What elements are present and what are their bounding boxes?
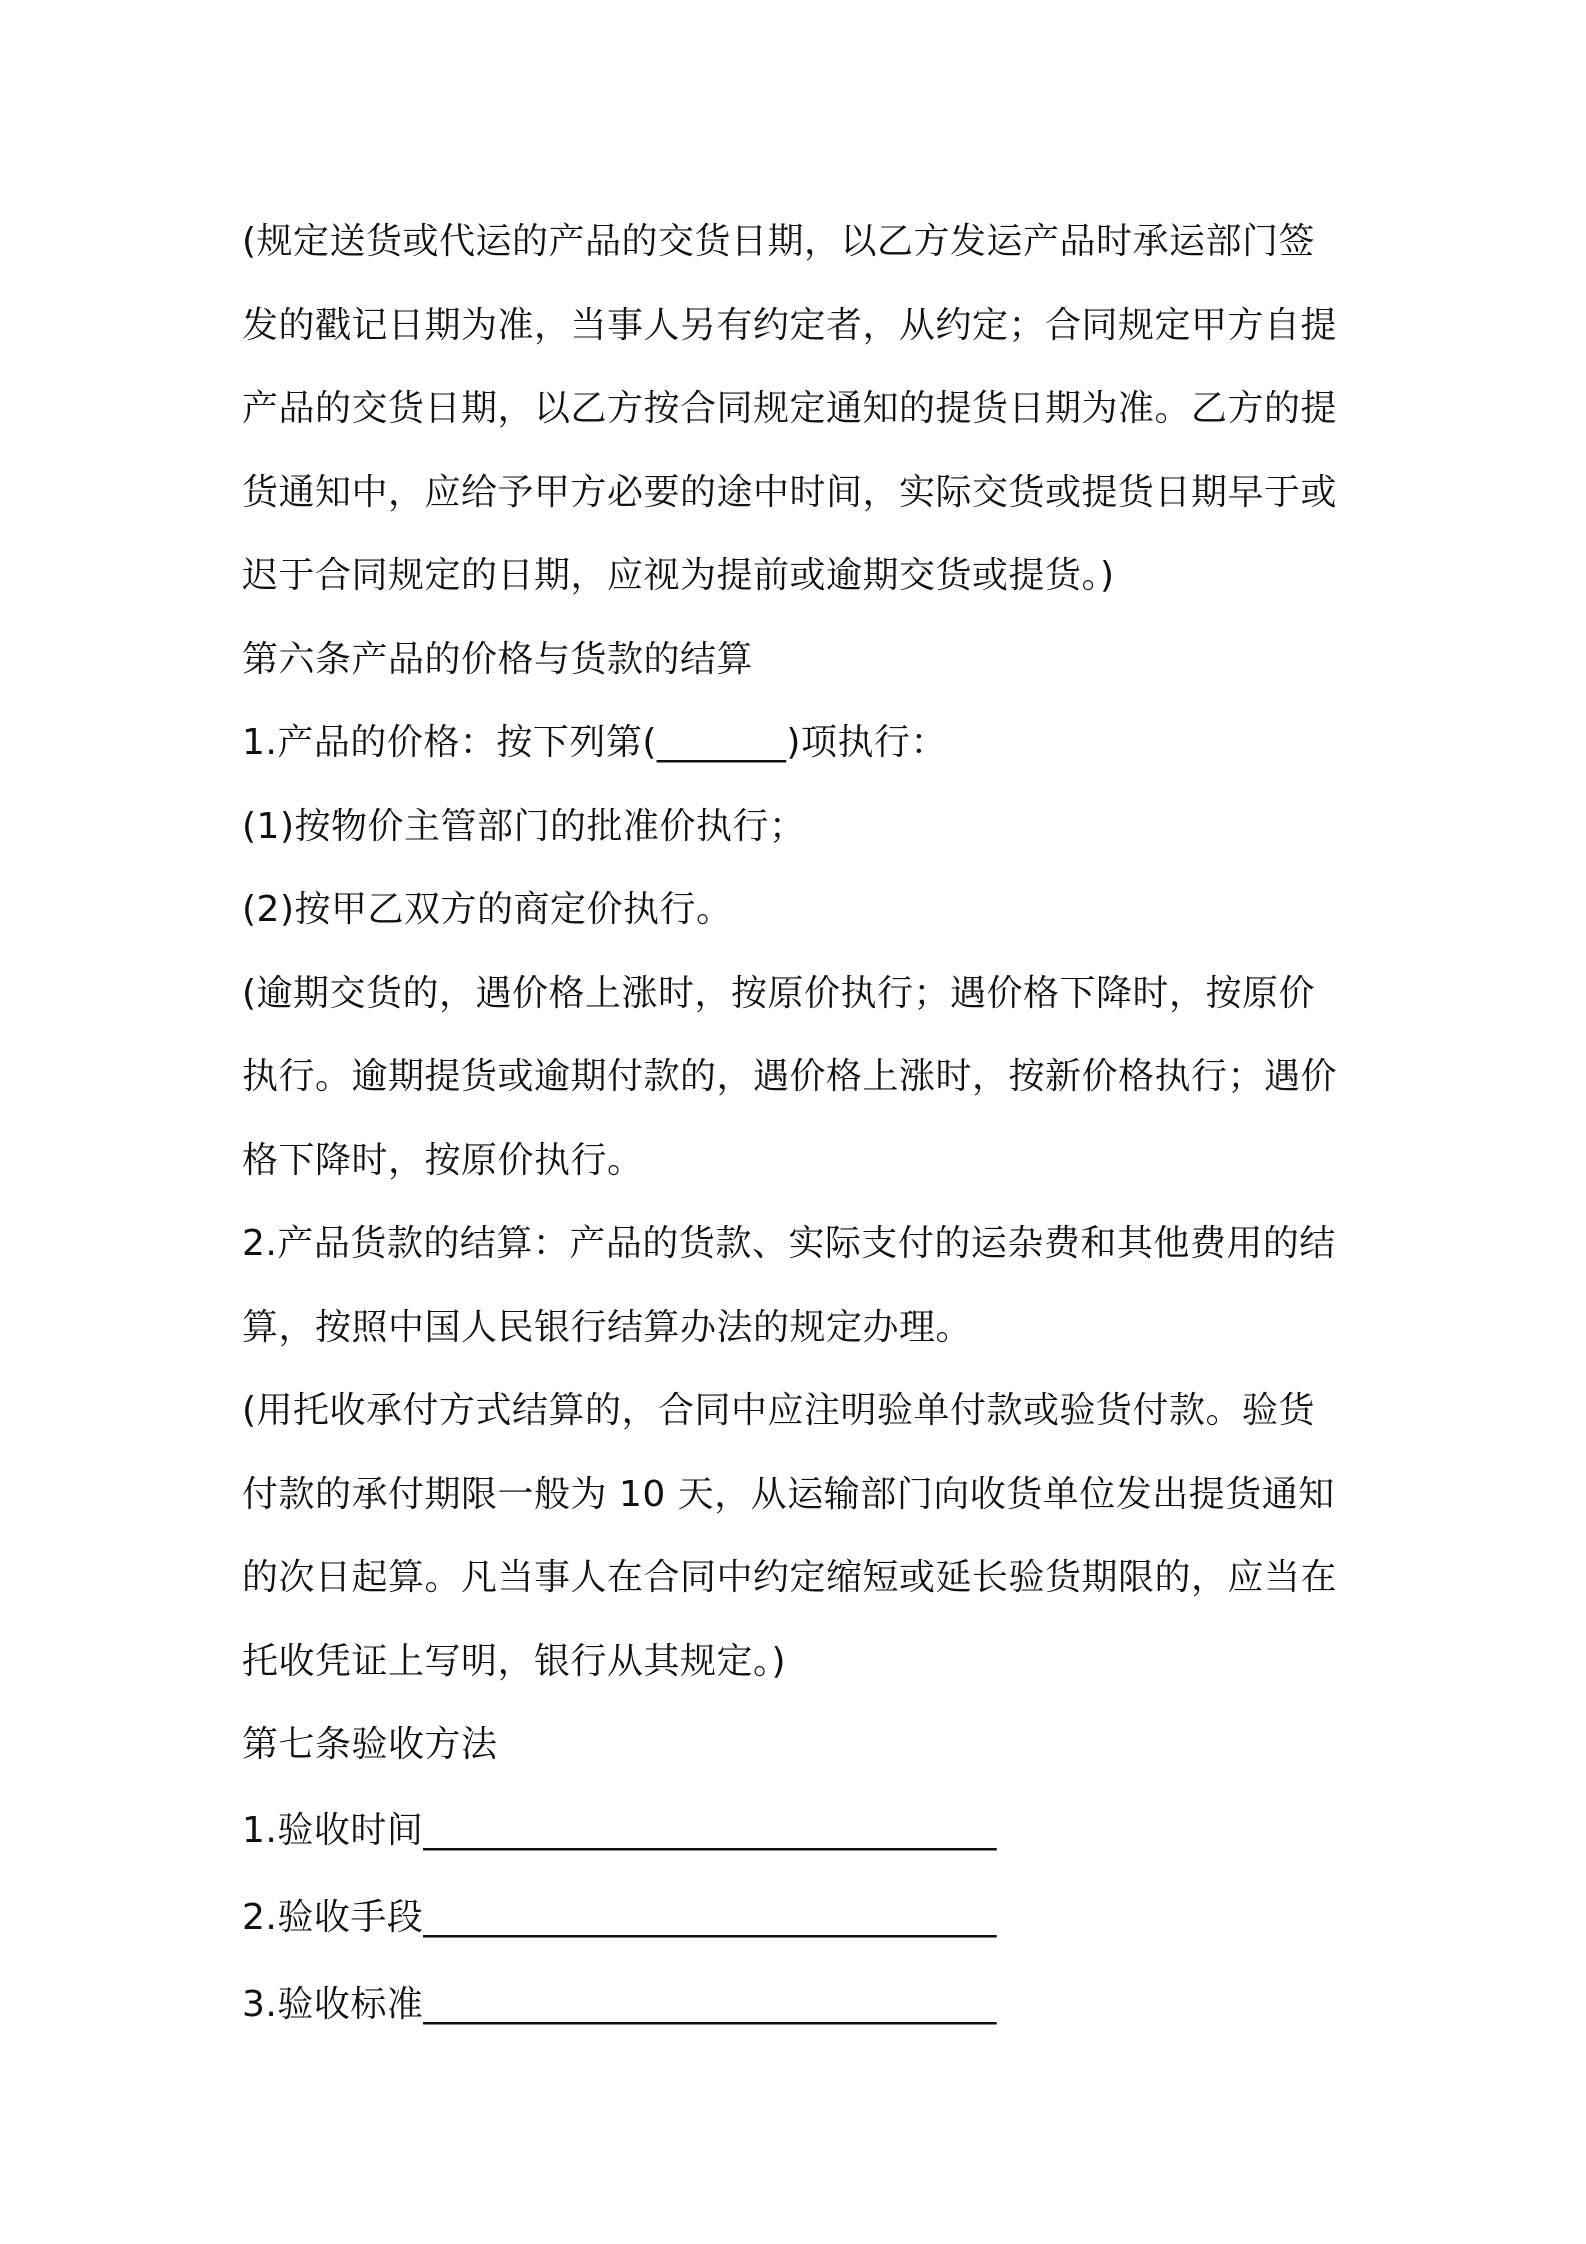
settlement-clause-line-1: 2.产品货款的结算：产品的货款、实际支付的运杂费和其他费用的结 xyxy=(242,1223,1336,1264)
price-option-1: (1)按物价主管部门的批准价执行； xyxy=(242,805,806,847)
settlement-clause-line-2: 算，按照中国人民银行结算办法的规定办理。 xyxy=(242,1306,973,1348)
inspection-standard-field: 3.验收标准_______________________________ xyxy=(242,1983,997,2025)
collection-note-line-2: 付款的承付期限一般为 10 天，从运输部门向收货单位发出提货通知 xyxy=(242,1473,1335,1515)
article-7-heading: 第七条验收方法 xyxy=(242,1724,498,1765)
inspection-means-field: 2.验收手段_______________________________ xyxy=(242,1896,997,1938)
collection-note-line-1: (用托收承付方式结算的，合同中应注明验单付款或验货付款。验货 xyxy=(242,1390,1316,1431)
overdue-price-note-line-3: 格下降时，按原价执行。 xyxy=(242,1139,644,1181)
delivery-date-note-line-5: 迟于合同规定的日期，应视为提前或逾期交货或提货。) xyxy=(242,555,1115,596)
price-option-2: (2)按甲乙双方的商定价执行。 xyxy=(242,889,733,930)
collection-note-line-4: 托收凭证上写明，银行从其规定。) xyxy=(242,1640,787,1682)
overdue-price-note-line-1: (逾期交货的，遇价格上涨时，按原价执行；遇价格下降时，按原价 xyxy=(242,972,1316,1014)
delivery-date-note-line-2: 发的戳记日期为准，当事人另有约定者，从约定；合同规定甲方自提 xyxy=(242,304,1338,346)
delivery-date-note-line-1: (规定送货或代运的产品的交货日期，以乙方发运产品时承运部门签 xyxy=(242,221,1316,262)
article-6-heading: 第六条产品的价格与货款的结算 xyxy=(242,638,754,680)
overdue-price-note-line-2: 执行。逾期提货或逾期付款的，遇价格上涨时，按新价格执行；遇价 xyxy=(242,1056,1338,1097)
delivery-date-note-line-4: 货通知中，应给予甲方必要的途中时间，实际交货或提货日期早于或 xyxy=(242,471,1338,513)
document-page xyxy=(242,200,1362,2048)
delivery-date-note-line-3: 产品的交货日期，以乙方按合同规定通知的提货日期为准。乙方的提 xyxy=(242,388,1338,429)
inspection-time-field: 1.验收时间_______________________________ xyxy=(242,1809,997,1851)
price-clause: 1.产品的价格：按下列第(_______)项执行： xyxy=(242,722,947,763)
collection-note-line-3: 的次日起算。凡当事人在合同中约定缩短或延长验货期限的，应当在 xyxy=(242,1557,1338,1598)
